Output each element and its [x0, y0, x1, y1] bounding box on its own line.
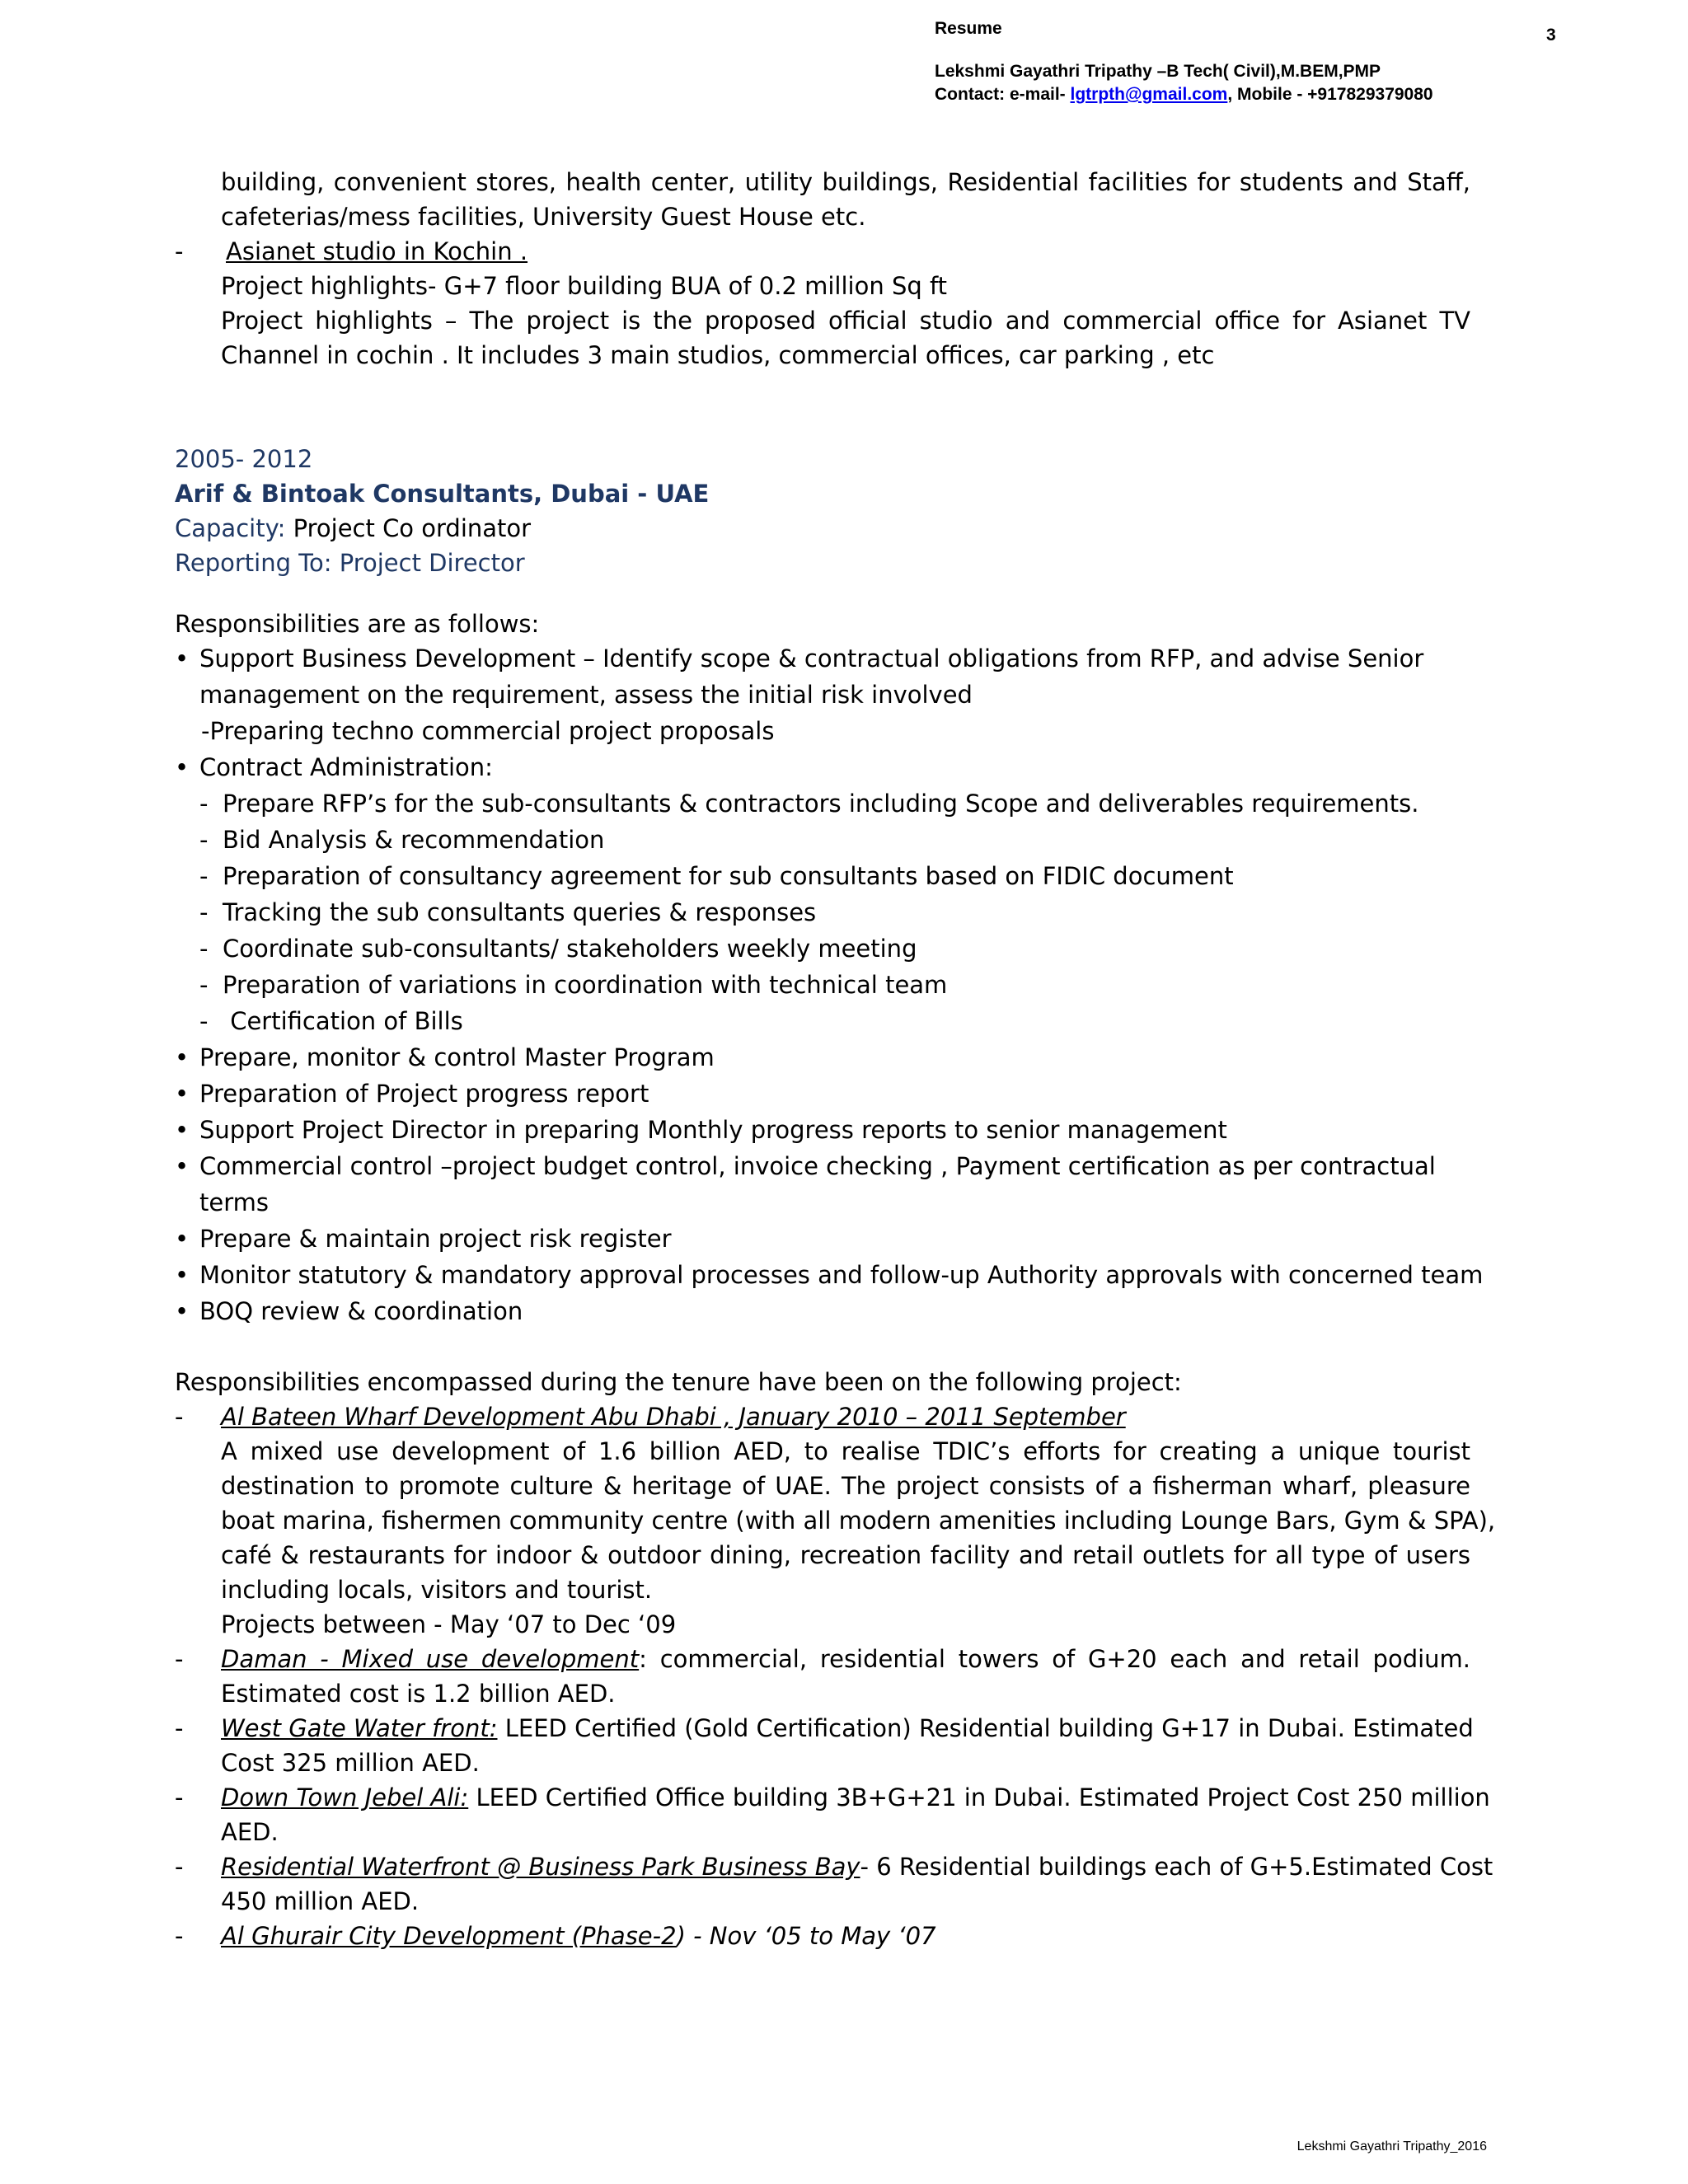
email-link[interactable]: lgtrpth@gmail.com	[1070, 85, 1228, 104]
project-item: - Residential Waterfront @ Business Park Business Bay- 6 Residential buildings each of G+5.Estimated Cost	[175, 1853, 1493, 1881]
project-highlight: Channel in cochin . It includes 3 main studios, commercial offices, car parking , etc	[221, 341, 1215, 369]
intro-line: cafeterias/mess facilities, University Guest House etc.	[221, 203, 866, 231]
project-title: Asianet studio in Kochin .	[226, 237, 528, 265]
bullet-text: Prepare, monitor & control Master Program	[199, 1043, 715, 1071]
bullet-text: Prepare & maintain project risk register	[199, 1225, 672, 1253]
bullet-item: • BOQ review & coordination	[175, 1297, 523, 1325]
project-desc: : commercial, residential towers of G+20 each and retail podium.	[639, 1645, 1471, 1673]
company-name: Arif & Bintoak Consultants, Dubai - UAE	[175, 480, 710, 508]
project-highlight: Project highlights- G+7 floor building BUA of 0.2 million Sq ft	[221, 272, 948, 300]
sub-item-text: Preparation of consultancy agreement for sub consultants based on FIDIC document	[223, 862, 1234, 890]
job-years: 2005- 2012	[175, 445, 313, 473]
bullet-text: Contract Administration:	[199, 753, 493, 781]
sub-item-text: Bid Analysis & recommendation	[223, 826, 605, 854]
project-desc-line: Cost 325 million AED.	[221, 1749, 480, 1777]
sub-item-text: Certification of Bills	[223, 1007, 463, 1035]
sub-item-text: Preparation of variations in coordination with technical team	[223, 971, 948, 999]
bullet-text: Preparation of Project progress report	[199, 1080, 649, 1108]
project-desc-line: A mixed use development of 1.6 billion AED, to realise TDIC’s efforts for creating a unique tourist	[221, 1437, 1470, 1465]
resume-body	[175, 165, 1496, 1953]
project-title: Al Bateen Wharf Development Abu Dhabi , January 2010 – 2011 September	[221, 1403, 1126, 1431]
bullet-item: • Preparation of Project progress report	[175, 1080, 649, 1108]
sub-item: - Coordinate sub-consultants/ stakeholders weekly meeting	[199, 935, 917, 963]
project-highlight: Project highlights – The project is the proposed official studio and commercial office for Asianet TV	[221, 307, 1470, 335]
bullet-text: BOQ review & coordination	[199, 1297, 523, 1325]
project-desc: ) - Nov ‘05 to May ‘07	[676, 1922, 936, 1950]
contact-line	[935, 84, 1433, 105]
project-desc-line: café & restaurants for indoor & outdoor dining, recreation facility and retail outlets for all type of users	[221, 1541, 1470, 1569]
project-desc: LEED Certified (Gold Certification) Residential building G+17 in Dubai. Estimated	[497, 1714, 1474, 1742]
project-title: Al Ghurair City Development (Phase-2	[221, 1922, 677, 1950]
bullet-continuation: terms	[199, 1188, 269, 1216]
bullet-text: Support Business Development – Identify scope & contractual obligations from RFP, and advise Senior	[199, 644, 1424, 673]
project-item: - West Gate Water front: LEED Certified (Gold Certification) Residential building G+17 in Dubai. Estimated	[175, 1714, 1474, 1742]
bullet-item: • Prepare & maintain project risk register	[175, 1225, 672, 1253]
bullet-text: Support Project Director in preparing Monthly progress reports to senior management	[199, 1116, 1227, 1144]
project-item: - Al Bateen Wharf Development Abu Dhabi , January 2010 – 2011 September	[175, 1403, 1126, 1431]
bullet-item	[175, 641, 1470, 677]
project-title: Daman - Mixed use development	[221, 1645, 640, 1673]
sub-item: - Tracking the sub consultants queries & responses	[199, 898, 817, 926]
capacity-line	[175, 511, 1470, 546]
name-line: Lekshmi Gayathri Tripathy –B Tech( Civil),M.BEM,PMP	[935, 62, 1381, 81]
contact-suffix: , Mobile - +917829379080	[1227, 85, 1433, 104]
bullet-item: • Monitor statutory & mandatory approval processes and follow-up Authority approvals with concerned team	[175, 1261, 1484, 1289]
project-desc: - 6 Residential buildings each of G+5.Estimated Cost	[860, 1853, 1493, 1881]
project-title: Residential Waterfront @ Business Park Business Bay	[221, 1853, 860, 1881]
bullet-dot: •	[175, 644, 190, 673]
resume-label: Resume	[935, 19, 1002, 38]
project-item	[175, 234, 1470, 269]
reporting-line: Reporting To: Project Director	[175, 549, 525, 577]
bullet-item: • Support Project Director in preparing Monthly progress reports to senior management	[175, 1116, 1227, 1144]
project-desc-line: Estimated cost is 1.2 billion AED.	[221, 1680, 616, 1708]
bullet-text: Commercial control –project budget control, invoice checking , Payment certification as per contractual	[199, 1152, 1436, 1180]
project-item: - Down Town Jebel Ali: LEED Certified Office building 3B+G+21 in Dubai. Estimated Project Cost 250 million	[175, 1783, 1490, 1811]
contact-prefix: Contact: e-mail-	[935, 85, 1071, 104]
sub-item-text: Tracking the sub consultants queries & responses	[223, 898, 817, 926]
capacity-label: Capacity:	[175, 514, 286, 542]
project-desc-line: 450 million AED.	[221, 1887, 420, 1915]
bullet-dot: •	[175, 753, 190, 781]
bullet-continuation: management on the requirement, assess the initial risk involved	[199, 681, 973, 709]
page-number: 3	[1546, 26, 1556, 45]
project-item: - Daman - Mixed use development: commercial, residential towers of G+20 each and retail podium.	[175, 1645, 1471, 1673]
responsibilities-heading: Responsibilities are as follows:	[175, 610, 540, 638]
footer-text: Lekshmi Gayathri Tripathy_2016	[1296, 2139, 1487, 2154]
project-title: West Gate Water front:	[221, 1714, 498, 1742]
sub-item: - Bid Analysis & recommendation	[199, 826, 605, 854]
projects-between: Projects between - May ‘07 to Dec ‘09	[221, 1610, 677, 1638]
bullet-text: Monitor statutory & mandatory approval processes and follow-up Authority approvals with concerned team	[199, 1261, 1484, 1289]
bullet-item: • Commercial control –project budget control, invoice checking , Payment certification as per contractual	[175, 1152, 1436, 1180]
project-desc-line: destination to promote culture & heritage of UAE. The project consists of a fisherman wharf, pleasure	[221, 1472, 1470, 1500]
project-item: - Al Ghurair City Development (Phase-2) - Nov ‘05 to May ‘07	[175, 1922, 936, 1950]
sub-item-text: Coordinate sub-consultants/ stakeholders weekly meeting	[223, 935, 917, 963]
sub-item: - Preparation of variations in coordination with technical team	[199, 971, 948, 999]
sub-item: - Certification of Bills	[199, 1007, 463, 1035]
project-desc-line: including locals, visitors and tourist.	[221, 1576, 653, 1604]
project-desc: LEED Certified Office building 3B+G+21 in Dubai. Estimated Project Cost 250 million	[468, 1783, 1490, 1811]
dash-marker: -	[175, 237, 184, 265]
project-title: Down Town Jebel Ali:	[221, 1783, 469, 1811]
bullet-item	[175, 750, 1470, 786]
sub-item-text: Prepare RFP’s for the sub-consultants & contractors including Scope and deliverables requirements.	[223, 790, 1419, 818]
sub-item: - Prepare RFP’s for the sub-consultants & contractors including Scope and deliverables requirements.	[199, 790, 1419, 818]
project-desc-line: AED.	[221, 1818, 279, 1846]
project-desc-line: boat marina, fishermen community centre (with all modern amenities including Lounge Bars, Gym & SPA),	[221, 1507, 1496, 1535]
bullet-continuation: -Preparing techno commercial project proposals	[201, 717, 775, 745]
intro-line: building, convenient stores, health center, utility buildings, Residential facilities for students and Staff,	[221, 168, 1470, 196]
sub-item: - Preparation of consultancy agreement for sub consultants based on FIDIC document	[199, 862, 1234, 890]
projects-heading: Responsibilities encompassed during the tenure have been on the following project:	[175, 1368, 1182, 1396]
bullet-item: • Prepare, monitor & control Master Program	[175, 1043, 715, 1071]
capacity-value: Project Co ordinator	[285, 514, 532, 542]
